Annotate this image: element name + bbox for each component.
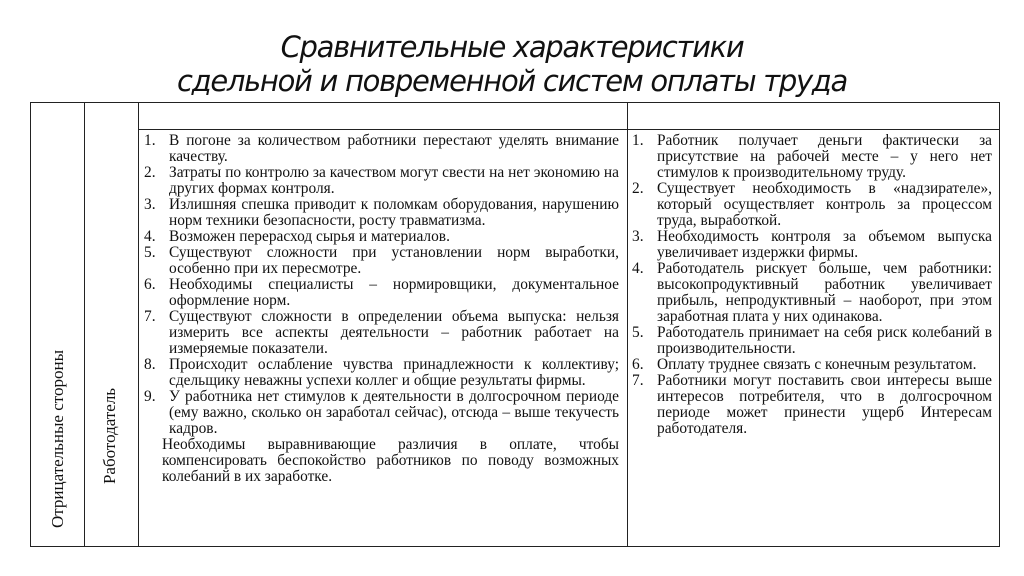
item-number: 8. (144, 356, 156, 373)
item-text: Существуют сложности в определении объема выпуска: нельзя измерить все аспекты деятельности – работник работает на измеряемые показатели. (169, 308, 619, 357)
item-text: Существуют сложности при установлении норм выработки, особенно при их пересмотре. (169, 244, 619, 277)
item-text: Затраты по контролю за качеством могут свести на нет экономию на других формах контроля. (169, 164, 619, 197)
item-text: В погоне за количеством работники перестают уделять внимание качеству. (169, 132, 619, 165)
list-item (630, 357, 992, 373)
slide-title (0, 30, 1024, 98)
list-item (142, 389, 619, 437)
negative-sides-label: Отрицательные стороны (48, 349, 67, 529)
item-number: 2. (144, 164, 156, 181)
item-text: Работники могут поставить свои интересы выше интересов потребителя, что в долгосрочном периоде может принести ущерб Интересам работодателя. (657, 372, 992, 437)
item-number: 9. (144, 388, 156, 405)
title-line-1: Сравнительные характеристики (280, 30, 744, 64)
header-row-divider (138, 129, 999, 130)
employer-label: Работодатель (100, 387, 119, 485)
list-item (630, 181, 992, 229)
item-text: Происходит ослабление чувства принадлежности к коллективу; сдельщику неважны успехи коллег и общие результаты фирмы. (169, 356, 619, 389)
item-text: Необходимость контроля за объемом выпуска увеличивает издержки фирмы. (657, 228, 992, 261)
list-item (142, 245, 619, 277)
column-divider (138, 103, 139, 546)
item-number: 7. (632, 372, 644, 389)
item-text: Существует необходимость в «надзирателе», который осуществляет контроль за процессом труда, выработкой. (657, 180, 992, 229)
item-text: Возможен перерасход сырья и материалов. (169, 228, 450, 245)
item-number: 3. (632, 228, 644, 245)
item-text: Работодатель принимает на себя риск колебаний в производительности. (657, 324, 992, 357)
item-text: Работник получает деньги фактически за присутствие на рабочей месте – у него нет стимулов к производительному труду. (657, 132, 992, 181)
item-text: Оплату труднее связать с конечным результатом. (657, 356, 977, 373)
list-item (630, 261, 992, 325)
item-number: 6. (632, 356, 644, 373)
item-text: Работодатель рискует больше, чем работники: высокопродуктивный работник увеличивает прибыль, непродуктивный – наоборот, при этом заработная плата у них одинакова. (657, 260, 992, 325)
item-number: 5. (144, 244, 156, 261)
list-item (142, 133, 619, 165)
item-number: 7. (144, 308, 156, 325)
item-number: 4. (632, 260, 644, 277)
title-line-2: сдельной и повременной систем оплаты труда (176, 64, 848, 98)
piecework-list (142, 133, 619, 437)
piecework-column (142, 133, 619, 485)
item-number: 5. (632, 324, 644, 341)
list-item (630, 373, 992, 437)
column-divider (84, 103, 85, 546)
comparison-table (30, 102, 1000, 547)
list-item (142, 357, 619, 389)
list-item (142, 197, 619, 229)
item-number: 4. (144, 228, 156, 245)
item-text: У работника нет стимулов к деятельности в долгосрочном периоде (ему важно, сколько он заработал сейчас), отсюда – выше текучесть кадров. (169, 388, 619, 437)
piecework-note: Необходимы выравнивающие различия в оплате, чтобы компенсировать беспокойство работников по поводу возможных колебаний в их заработке. (162, 436, 619, 485)
list-item (142, 165, 619, 197)
item-number: 3. (144, 196, 156, 213)
item-number: 1. (144, 132, 156, 149)
list-item (142, 229, 619, 245)
list-item (630, 229, 992, 261)
item-text: Необходимы специалисты – нормировщики, документальное оформление норм. (169, 276, 619, 309)
item-number: 2. (632, 180, 644, 197)
list-item (142, 309, 619, 357)
item-number: 1. (632, 132, 644, 149)
item-number: 6. (144, 276, 156, 293)
list-item (630, 133, 992, 181)
list-item (142, 277, 619, 309)
column-divider (627, 103, 628, 546)
timebased-column (630, 133, 992, 437)
list-item (630, 325, 992, 357)
item-text: Излишняя спешка приводит к поломкам оборудования, нарушению норм техники безопасности, росту травматизма. (169, 196, 619, 229)
timebased-list (630, 133, 992, 437)
